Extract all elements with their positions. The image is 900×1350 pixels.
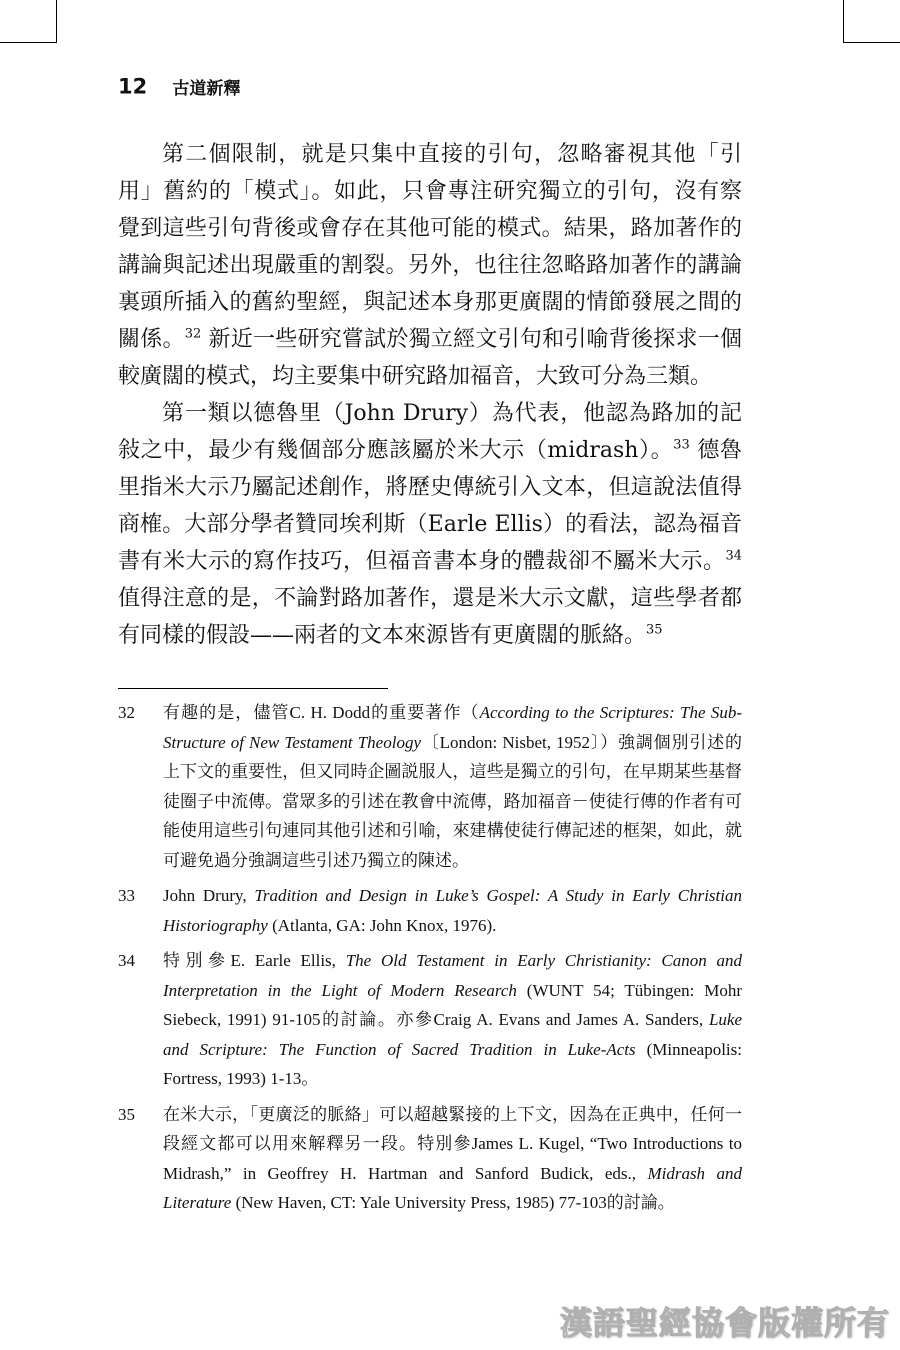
- book-title: 古道新釋: [172, 79, 241, 99]
- footnote-35: [118, 1100, 742, 1218]
- paragraph-1: [118, 136, 742, 395]
- footnote-32: [118, 698, 742, 875]
- footnotes: [118, 698, 742, 1224]
- footnote-text: [163, 881, 742, 940]
- footnote-ref-35[interactable]: 35: [646, 622, 663, 638]
- footnote-text: [163, 946, 742, 1094]
- paragraph-2: [118, 395, 742, 654]
- footnote-35-text-c: (New Haven, CT: Yale University Press, 1985) 77-103的討論。: [231, 1193, 675, 1212]
- footnote-number: 32: [118, 703, 135, 722]
- footnote-ref-34[interactable]: 34: [725, 548, 742, 564]
- footnote-33-text-c: (Atlanta, GA: John Knox, 1976).: [267, 915, 497, 935]
- running-header: [118, 74, 240, 99]
- footnote-33-book-title: Tradition and Design in Luke’s Gospel: A Study in Early Christian Historiography: [163, 886, 742, 935]
- footnote-32-text-a: 有趣的是，儘管C. H. Dodd的重要著作（: [163, 703, 480, 722]
- footnote-34-text-e: (Minneapolis: Fortress, 1993) 1-13。: [163, 1039, 742, 1088]
- footnote-ref-33[interactable]: 33: [673, 437, 690, 453]
- footnote-number: 34: [118, 951, 135, 970]
- footnote-35-book-title: Midrash and Literature: [163, 1163, 742, 1212]
- footnote-text: [163, 698, 742, 875]
- footnote-34-book-title-2: Luke and Scripture: The Function of Sacred Tradition in Luke-Acts: [163, 1010, 742, 1059]
- footnote-33: [118, 881, 742, 940]
- footnote-34-text-a: 特別參E. Earle Ellis,: [163, 951, 346, 970]
- main-body: [118, 136, 742, 654]
- copyright-watermark: 漢語聖經協會版權所有: [559, 1304, 890, 1342]
- paragraph-1-text-a: 第二個限制，就是只集中直接的引句，忽略審視其他「引用」舊約的「模式」。如此，只會專注研究獨立的引句，沒有察覺到這些引句背後或會存在其他可能的模式。結果，路加著作的講論與記述出現嚴重的割裂。另外，也往往忽略路加著作的講論裏頭所插入的舊約聖經，與記述本身那更廣闊的情節發展之間的關係。: [118, 142, 742, 352]
- paragraph-2-text-c: 值得注意的是，不論對路加著作，還是米大示文獻，這些學者都有同樣的假設——兩者的文本來源皆有更廣闊的脈絡。: [118, 586, 742, 648]
- footnote-34: [118, 946, 742, 1094]
- footnote-33-text-a: John Drury,: [163, 886, 255, 905]
- footnote-ref-32[interactable]: 32: [184, 326, 202, 342]
- crop-mark-top-right: [843, 0, 900, 43]
- footnote-34-book-title-1: The Old Testament in Early Christianity: Canon and Interpretation in the Light of Modern Research: [163, 951, 743, 1000]
- footnote-34-text-c: (WUNT 54; Tübingen: Mohr Siebeck, 1991) 91-105的討論。亦參Craig A. Evans and James A. Sanders,: [163, 980, 742, 1029]
- page-number: 12: [118, 74, 148, 99]
- footnote-number: 35: [118, 1104, 135, 1124]
- footnote-number: 33: [118, 886, 135, 905]
- footnote-35-text-a: 在米大示，「更廣泛的脈絡」可以超越緊接的上下文，因為在正典中，任何一段經文都可以用來解釋另一段。特別參James L. Kugel, “Two Introductions to Midrash,” in Geoffrey H. Hartman and Sanford Budick, eds.,: [163, 1104, 742, 1183]
- footnote-32-book-title: According to the Scriptures: The Sub-Structure of New Testament Theology: [163, 703, 742, 752]
- paragraph-2-text-a: 第一類以德魯里（John Drury）為代表，他認為路加的記敍之中，最少有幾個部分應該屬於米大示（midrash）。: [118, 401, 742, 463]
- paragraph-1-text-b: 新近一些研究嘗試於獨立經文引句和引喻背後探求一個較廣闊的模式，均主要集中研究路加福音，大致可分為三類。: [118, 327, 742, 389]
- paragraph-2-text-b: 德魯里指米大示乃屬記述創作，將歷史傳統引入文本，但這說法值得商榷。大部分學者贊同埃利斯（Earle Ellis）的看法，認為福音書有米大示的寫作技巧，但福音書本身的體裁卻不屬米大示。: [118, 438, 743, 574]
- footnote-32-text-c: 〔London: Nisbet, 1952〕）強調個別引述的上下文的重要性，但又同時企圖説服人，這些是獨立的引句，在早期某些基督徒圈子中流傳。當眾多的引述在教會中流傳，路加福音－使徒行傳的作者有可能使用這些引句連同其他引述和引喻，來建構使徒行傳記述的框架，如此，就可避免過分強調這些引述乃獨立的陳述。: [163, 732, 742, 870]
- crop-mark-top-left: [0, 0, 57, 43]
- footnote-text: [163, 1100, 742, 1218]
- footnote-divider: [118, 688, 388, 689]
